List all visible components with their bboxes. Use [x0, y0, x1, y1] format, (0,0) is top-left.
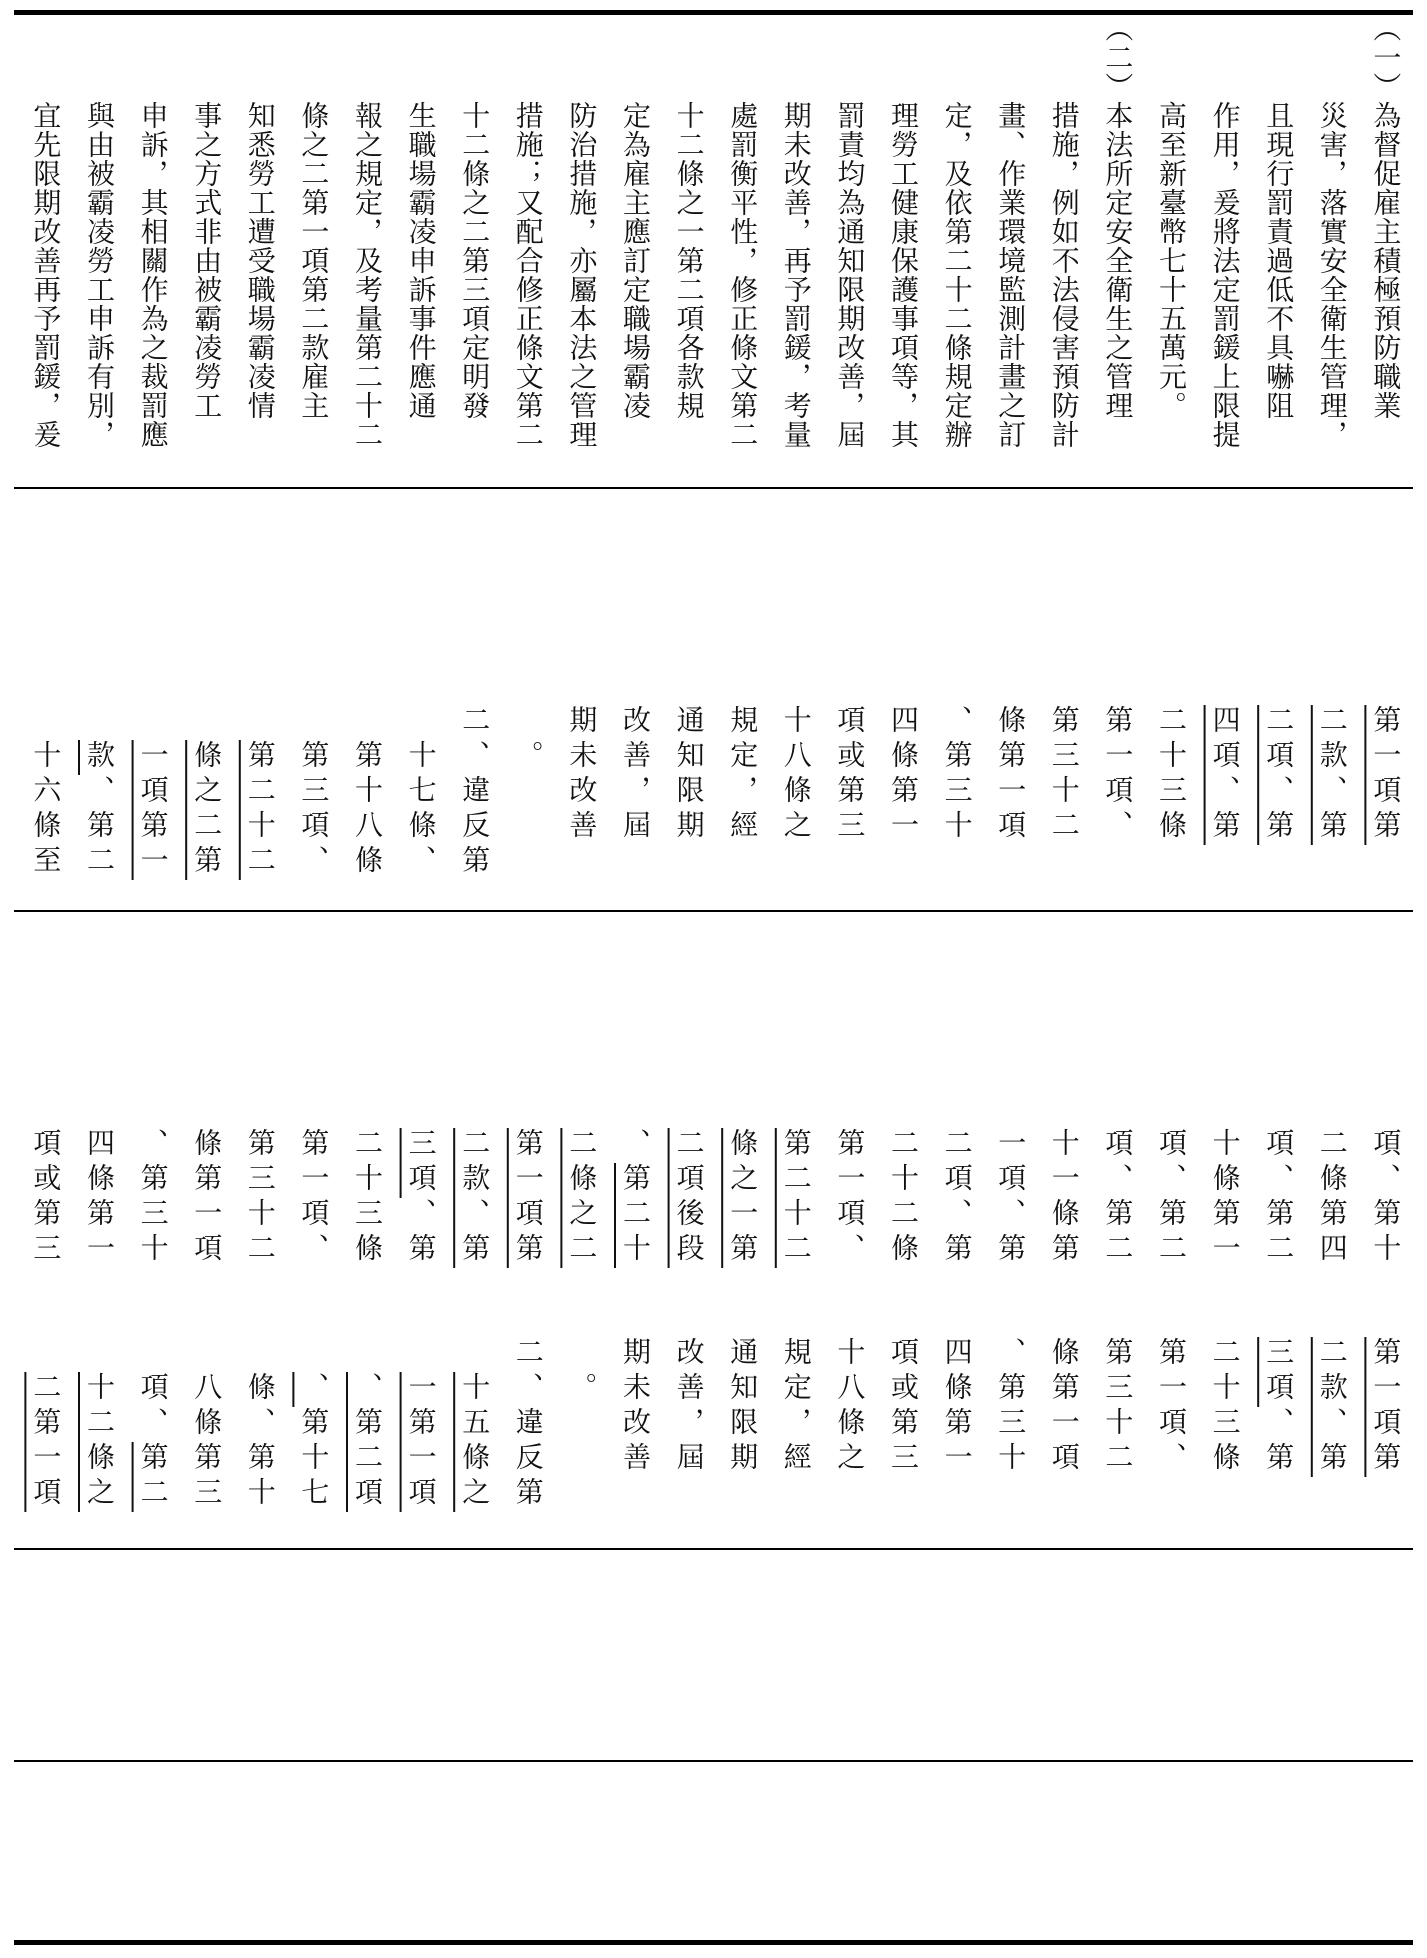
- provision-column: [1155, 705, 1188, 845]
- text-segment: 二條第四: [1315, 1128, 1349, 1268]
- amended-text-segment: 十五條之: [458, 1372, 492, 1512]
- amended-text-segment: 二條之二: [565, 1128, 599, 1268]
- note-column: 條之二第一項第二款雇主: [297, 14, 331, 420]
- provision-column: [726, 1337, 760, 1477]
- provision-column: [1369, 1337, 1403, 1477]
- provision-column: [565, 1128, 599, 1268]
- provision-column: [29, 1337, 63, 1512]
- provision-column: [458, 705, 492, 880]
- provision-column: [1047, 705, 1081, 845]
- text-segment: 第十八條: [351, 705, 384, 880]
- text-segment: 項或第三: [29, 1128, 63, 1268]
- text-segment: 二、違反第: [511, 1337, 545, 1512]
- text-segment: 一項、第: [994, 1128, 1028, 1268]
- note-column: 高至新臺幣七十五萬元。: [1155, 14, 1188, 420]
- amended-text-segment: 第一項第: [1369, 1337, 1403, 1477]
- text-segment: [137, 705, 170, 740]
- text-segment: 項、: [136, 1337, 170, 1442]
- provision-column: [511, 1128, 545, 1268]
- amended-text-segment: 條之一第: [726, 1128, 760, 1268]
- provision-column: [136, 1337, 170, 1512]
- provision-column: [1315, 1337, 1349, 1477]
- note-column: 知悉勞工遭受職場霸凌情: [243, 14, 277, 420]
- provision-column: [940, 1128, 974, 1268]
- text-segment: 項、第十: [1369, 1128, 1403, 1268]
- text-segment: 二十三條: [1208, 1337, 1242, 1477]
- amended-text-segment: 第一項第: [1369, 705, 1403, 845]
- note-column: 與由被霸凌勞工申訴有別，: [83, 14, 116, 449]
- amended-text-segment: 款: [83, 740, 116, 775]
- provision-column: [243, 705, 277, 880]
- provision-column: [779, 705, 813, 845]
- provision-column: [940, 705, 974, 845]
- text-segment: 通知限期: [726, 1337, 760, 1477]
- provision-column: [297, 705, 331, 880]
- amended-text-segment: 第二: [136, 1442, 170, 1512]
- amended-text-segment: 二項後段: [672, 1128, 706, 1268]
- text-segment: 第三十二: [243, 1128, 277, 1268]
- note-column: （二）本法所定安全衛生之管理: [1101, 14, 1135, 420]
- text-segment: 第一項、: [1101, 705, 1135, 845]
- text-segment: 、第: [404, 1198, 438, 1268]
- text-segment: 項、第二: [1155, 1128, 1188, 1268]
- provision-column: [1262, 1337, 1296, 1477]
- amended-text-segment: 第二十二: [779, 1128, 813, 1268]
- text-segment: 十一條第: [1047, 1128, 1081, 1268]
- amended-text-segment: 二第一項: [29, 1372, 63, 1512]
- text-segment: 二十三條: [1155, 705, 1188, 845]
- row-divider-rule: [14, 910, 1413, 912]
- provision-column: [619, 1128, 652, 1268]
- text-segment: [351, 1337, 384, 1372]
- note-column: 作用，爰將法定罰鍰上限提: [1208, 14, 1242, 449]
- text-segment: 項或第三: [887, 1337, 920, 1477]
- provision-column: [887, 1337, 920, 1477]
- text-segment: 項、第二: [1101, 1128, 1135, 1268]
- text-segment: 規定，經: [726, 705, 760, 845]
- text-segment: 第一項、: [297, 1128, 331, 1268]
- text-segment: 條、第十: [243, 1337, 277, 1512]
- text-segment: 項或第三: [833, 705, 867, 845]
- provision-column: [243, 1337, 277, 1512]
- note-column: 宜先限期改善再予罰鍰，爰: [29, 14, 63, 449]
- row-divider-rule: [14, 1760, 1413, 1762]
- text-segment: 第一項、: [833, 1128, 867, 1268]
- text-segment: 條第一項: [190, 1128, 224, 1268]
- text-segment: 第三十二: [1047, 705, 1081, 845]
- amended-text-segment: 二款、第: [1315, 1337, 1349, 1477]
- amended-text-segment: 、第二項: [351, 1372, 384, 1512]
- text-segment: 二十二條: [887, 1128, 920, 1268]
- text-segment: 通知限期: [672, 705, 706, 845]
- amended-text-segment: 一項第一: [136, 740, 170, 880]
- note-column: 措施，例如不法侵害預防計: [1047, 14, 1081, 449]
- text-segment: 第一項、: [1155, 1337, 1188, 1477]
- amended-text-segment: 三項: [404, 1128, 438, 1198]
- amended-text-segment: 一第一項: [404, 1372, 438, 1512]
- note-column: 十二條之二第三項定明發: [458, 14, 492, 420]
- text-segment: 十條第一: [1208, 1128, 1242, 1268]
- text-segment: 第三項、: [297, 705, 331, 880]
- note-column: 申訴，其相關作為之裁罰應: [136, 14, 170, 449]
- provision-column: [1208, 705, 1242, 845]
- note-column: 定為雇主應訂定職場霸凌: [619, 14, 652, 420]
- note-column: 十二條之一第二項各款規: [672, 14, 706, 420]
- text-segment: [405, 1337, 438, 1372]
- text-segment: 二、違反第: [458, 705, 492, 880]
- provision-column: [672, 1128, 706, 1268]
- provision-column: [1262, 1128, 1296, 1268]
- text-segment: 。: [511, 705, 545, 775]
- text-segment: 十八條之: [833, 1337, 867, 1477]
- text-segment: [458, 1337, 491, 1372]
- provision-column: [1208, 1337, 1242, 1477]
- provision-column: [83, 1337, 116, 1512]
- provision-column: [458, 1128, 492, 1268]
- text-segment: 十八條之: [779, 705, 813, 845]
- provision-column: [619, 1337, 652, 1477]
- provision-column: [83, 705, 116, 880]
- provision-column: [136, 1128, 170, 1268]
- provision-column: [565, 705, 599, 845]
- amended-text-segment: 、: [297, 1372, 331, 1407]
- explanation-notes-band: [14, 14, 1413, 484]
- provision-column: [994, 1337, 1028, 1477]
- provision-column: [404, 1337, 438, 1512]
- provision-column: [779, 1337, 813, 1477]
- text-segment: 、第三十: [940, 705, 974, 845]
- provision-column: [351, 1337, 384, 1512]
- note-column: 事之方式非由被霸凌勞工: [190, 14, 224, 420]
- provision-column: [1315, 705, 1349, 845]
- provision-column: [833, 1337, 867, 1477]
- note-column: 罰責均為通知限期改善，屆: [833, 14, 867, 449]
- current-provision-band: [14, 705, 1413, 905]
- note-column: 定，及依第二十二條規定辦: [940, 14, 974, 449]
- row-divider-rule: [14, 487, 1413, 489]
- amended-text-segment: 四項、第: [1208, 705, 1242, 845]
- bottom-border-rule: [14, 1940, 1413, 1945]
- provision-column: [29, 705, 63, 880]
- provision-column: [994, 705, 1028, 845]
- provision-column: [1047, 1128, 1081, 1268]
- text-segment: 四條第一: [83, 1128, 116, 1268]
- text-segment: 第十七: [297, 1407, 331, 1512]
- text-segment: 。: [565, 1337, 599, 1407]
- provision-column: [779, 1128, 813, 1268]
- note-column: 且現行罰責過低不具嚇阻: [1262, 14, 1296, 420]
- provision-column: [1155, 1337, 1188, 1477]
- text-segment: [244, 705, 277, 740]
- text-segment: 十七條、: [404, 705, 438, 880]
- text-segment: [83, 705, 116, 740]
- provision-column: [243, 1128, 277, 1268]
- amended-provision-band: [14, 1337, 1413, 1547]
- text-segment: 期未改善: [619, 1337, 652, 1477]
- provision-column: [565, 1337, 599, 1407]
- text-segment: 第三十二: [1101, 1337, 1135, 1477]
- text-segment: [29, 1337, 62, 1372]
- text-segment: 四條第一: [887, 705, 920, 845]
- amended-text-segment: 二項、第: [1262, 705, 1296, 845]
- text-segment: 改善，屆: [672, 1337, 706, 1477]
- provision-column: [136, 705, 170, 880]
- row-divider-rule: [14, 1548, 1413, 1550]
- text-segment: 、第三十: [136, 1128, 170, 1268]
- note-column: 災害，落實安全衛生管理，: [1315, 14, 1349, 449]
- text-segment: 改善，屆: [619, 705, 652, 845]
- amended-text-segment: 條之二第: [190, 740, 224, 880]
- text-segment: 四條第一: [940, 1337, 974, 1477]
- provision-column: [297, 1128, 331, 1268]
- provision-column: [404, 1128, 438, 1268]
- provision-column: [190, 1337, 224, 1512]
- note-column: 期未改善，再予罰鍰，考量: [779, 14, 813, 449]
- provision-column: [190, 1128, 224, 1268]
- amended-text-segment: 十二條之: [83, 1372, 116, 1512]
- provision-column: [1155, 1128, 1188, 1268]
- provision-column: [726, 705, 760, 845]
- text-segment: [297, 1337, 330, 1372]
- provision-column: [619, 705, 652, 845]
- provision-column: [1208, 1128, 1242, 1268]
- amended-text-segment: 三項: [1262, 1337, 1296, 1407]
- text-segment: [83, 1337, 116, 1372]
- text-segment: 二項、第: [940, 1128, 974, 1268]
- text-segment: [190, 705, 223, 740]
- provision-column: [1369, 1128, 1403, 1268]
- provision-column: [351, 705, 384, 880]
- provision-column: [1047, 1337, 1081, 1477]
- provision-column: [940, 1337, 974, 1477]
- note-column: 處罰衡平性，修正條文第二: [726, 14, 760, 449]
- note-column: 生職場霸凌申訴事件應通: [404, 14, 438, 420]
- text-segment: 項、第二: [1262, 1128, 1296, 1268]
- amended-text-segment: 第二十二: [243, 740, 277, 880]
- text-segment: 十六條至: [29, 705, 63, 880]
- provision-column: [83, 1128, 116, 1268]
- provision-column: [511, 705, 545, 775]
- provision-column: [726, 1128, 760, 1268]
- note-column: 理勞工健康保護事項等，其: [887, 14, 920, 449]
- text-segment: 八條第三: [190, 1337, 224, 1512]
- text-segment: 、: [619, 1128, 652, 1163]
- provision-column: [458, 1337, 492, 1512]
- provision-column: [190, 705, 224, 880]
- provision-column: [994, 1128, 1028, 1268]
- amended-text-segment: 二款、第: [458, 1128, 492, 1268]
- note-column: 報之規定，及考量第二十二: [351, 14, 384, 449]
- provision-column: [833, 1128, 867, 1268]
- provision-column: [887, 705, 920, 845]
- note-column: （一）為督促雇主積極預防職業: [1369, 14, 1403, 420]
- provision-column: [1101, 1128, 1135, 1268]
- provision-column: [351, 1128, 384, 1268]
- text-segment: 條第一項: [1047, 1337, 1081, 1477]
- text-segment: 期未改善: [565, 705, 599, 845]
- text-segment: 、第: [1262, 1407, 1296, 1477]
- text-segment: 二十三條: [351, 1128, 384, 1268]
- note-column: 防治措施，亦屬本法之管理: [565, 14, 599, 449]
- text-segment: 、第二: [83, 775, 116, 880]
- provision-column: [511, 1337, 545, 1512]
- text-segment: 規定，經: [779, 1337, 813, 1477]
- provision-column: [1262, 705, 1296, 845]
- amended-text-segment: 二款、第: [1315, 705, 1349, 845]
- provision-column: [672, 705, 706, 845]
- provision-column: [404, 705, 438, 880]
- text-segment: 、第三十: [994, 1337, 1028, 1477]
- provision-column: [1369, 705, 1403, 845]
- provision-column: [297, 1337, 331, 1512]
- provision-continuation-band: [14, 1128, 1413, 1333]
- provision-column: [1101, 705, 1135, 845]
- amended-text-segment: 第一項第: [511, 1128, 545, 1268]
- provision-column: [1101, 1337, 1135, 1477]
- amended-text-segment: 第二十: [619, 1163, 652, 1268]
- provision-column: [29, 1128, 63, 1268]
- provision-column: [833, 705, 867, 845]
- note-column: 畫、作業環境監測計畫之訂: [994, 14, 1028, 449]
- text-segment: 條第一項: [994, 705, 1028, 845]
- provision-column: [887, 1128, 920, 1268]
- provision-column: [672, 1337, 706, 1477]
- note-column: 措施；又配合修正條文第二: [511, 14, 545, 449]
- provision-column: [1315, 1128, 1349, 1268]
